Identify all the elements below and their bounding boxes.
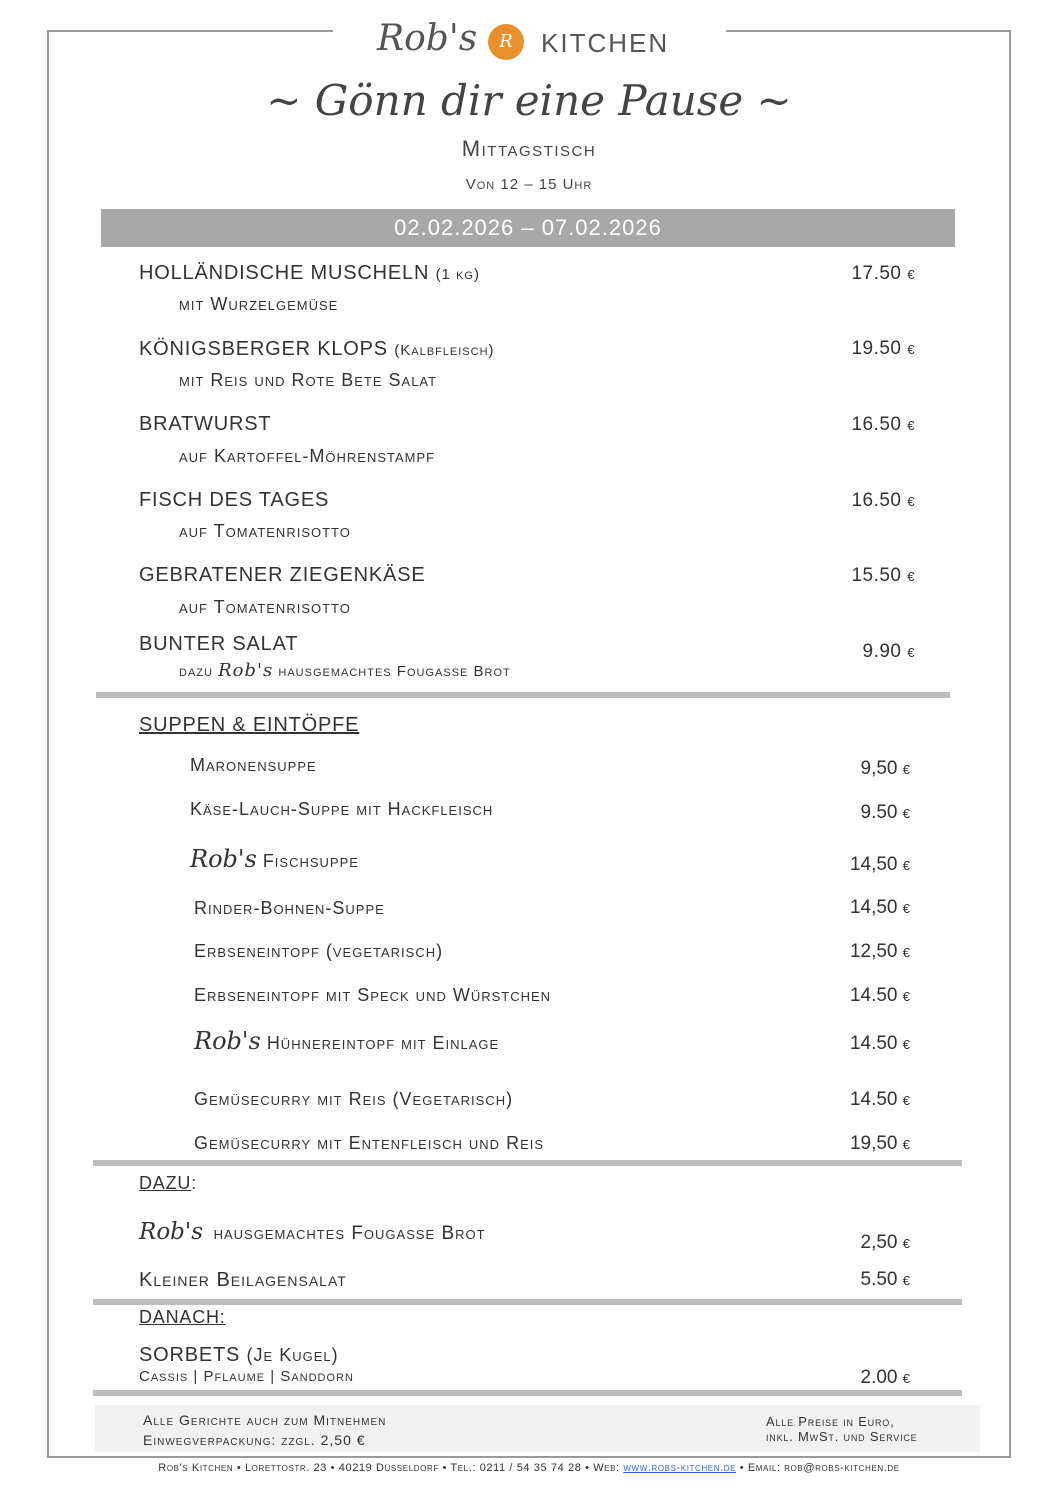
soup-name: Erbseneintopf (vegetarisch): [194, 941, 444, 961]
dish-description: mit Wurzelgemüse: [179, 294, 339, 314]
website-link[interactable]: www.robs-kitchen.de: [623, 1462, 737, 1474]
dessert-price: 2.00 €: [860, 1367, 910, 1388]
soup-price: 14.50 €: [849, 1033, 910, 1054]
frame-top-left: [47, 30, 333, 32]
section-divider: [93, 1390, 962, 1396]
frame-left: [47, 32, 49, 1458]
dish-price: 15.50 €: [851, 565, 915, 586]
soup-name: Käse-Lauch-Suppe mit Hackfleisch: [190, 799, 494, 819]
side-price: 5.50 €: [860, 1269, 910, 1290]
soup-price: 19,50 €: [849, 1133, 910, 1154]
dish-description: auf Kartoffel-Möhrenstampf: [179, 446, 436, 466]
salad-description: dazu Rob's hausgemachtes Fougasse Brot: [179, 660, 511, 681]
section-divider: [93, 1160, 962, 1166]
footer-contact: Rob's Kitchen • Lorettostr. 23 • 40219 Düsseldorf • Tel.: 0211 / 54 35 74 28 • Web: www.robs-kitchen.de • Email: rob@robs-kitchen.de: [158, 1462, 900, 1474]
dish-name: GEBRATENER ZIEGENKÄSE: [139, 564, 426, 586]
dish-description: auf Tomatenrisotto: [179, 597, 351, 617]
frame-top-right: [726, 30, 1011, 32]
side-price: 2,50 €: [860, 1232, 910, 1253]
soup-name: Erbseneintopf mit Speck und Würstchen: [194, 985, 552, 1005]
soup-price: 9,50 €: [860, 758, 910, 779]
dish-name: BRATWURST: [139, 413, 272, 435]
page-subtitle: Mittagstisch: [461, 136, 597, 161]
opening-hours: Von 12 – 15 Uhr: [465, 176, 593, 193]
dessert-heading: DANACH:: [139, 1307, 226, 1327]
dish-name: FISCH DES TAGES: [139, 489, 330, 511]
soups-heading: SUPPEN & EINTÖPFE: [139, 714, 360, 736]
dish-description: auf Tomatenrisotto: [179, 521, 351, 541]
dessert-name: SORBETS (Je Kugel): [139, 1344, 339, 1366]
dish-name: HOLLÄNDISCHE MUSCHELN (1 kg): [139, 262, 480, 284]
soup-name: Rob's Hühnereintopf mit Einlage: [194, 1027, 500, 1055]
dish-description: mit Reis und Rote Bete Salat: [179, 370, 438, 390]
soup-name: Gemüsecurry mit Reis (Vegetarisch): [194, 1089, 514, 1109]
soup-price: 14,50 €: [849, 854, 910, 875]
soup-name: Rinder-Bohnen-Suppe: [194, 898, 385, 918]
soup-price: 14,50 €: [849, 897, 910, 918]
soup-name: Gemüsecurry mit Entenfleisch und Reis: [194, 1133, 545, 1153]
takeaway-note: Alle Gerichte auch zum Mitnehmen Einwegverpackung: zzgl. 2,50 €: [143, 1412, 387, 1448]
dish-name: KÖNIGSBERGER KLOPS (Kalbfleisch): [139, 338, 495, 360]
salad-price: 9.90 €: [862, 641, 915, 662]
frame-bottom: [47, 1456, 1011, 1458]
logo-script: Rob's: [377, 18, 478, 59]
soup-name: Maronensuppe: [190, 755, 317, 775]
soup-price: 14.50 €: [849, 985, 910, 1006]
dish-price: 16.50 €: [851, 414, 915, 435]
dessert-description: Cassis | Pflaume | Sanddorn: [139, 1368, 354, 1385]
sides-heading: DAZU:: [139, 1173, 198, 1193]
logo-monogram-icon: R: [488, 24, 524, 60]
side-name: Kleiner Beilagensalat: [139, 1269, 347, 1291]
tagline: ~ Gönn dir eine Pause ~: [266, 76, 792, 125]
logo-word: KITCHEN: [541, 28, 670, 58]
date-range-bar: 02.02.2026 – 07.02.2026: [101, 209, 955, 247]
frame-right: [1009, 32, 1011, 1458]
salad-name: BUNTER SALAT: [139, 633, 299, 655]
dish-price: 16.50 €: [851, 490, 915, 511]
side-name: Rob's hausgemachtes Fougasse Brot: [139, 1219, 486, 1245]
section-divider: [96, 692, 950, 698]
dish-price: 17.50 €: [851, 263, 915, 284]
soup-price: 9.50 €: [860, 802, 910, 823]
section-divider: [93, 1299, 962, 1305]
soup-price: 12,50 €: [849, 941, 910, 962]
price-note: Alle Preise in Euro, inkl. MwSt. und Service: [766, 1414, 918, 1444]
soup-name: Rob's Fischsuppe: [190, 845, 359, 873]
soup-price: 14.50 €: [849, 1089, 910, 1110]
dish-price: 19.50 €: [851, 338, 915, 359]
